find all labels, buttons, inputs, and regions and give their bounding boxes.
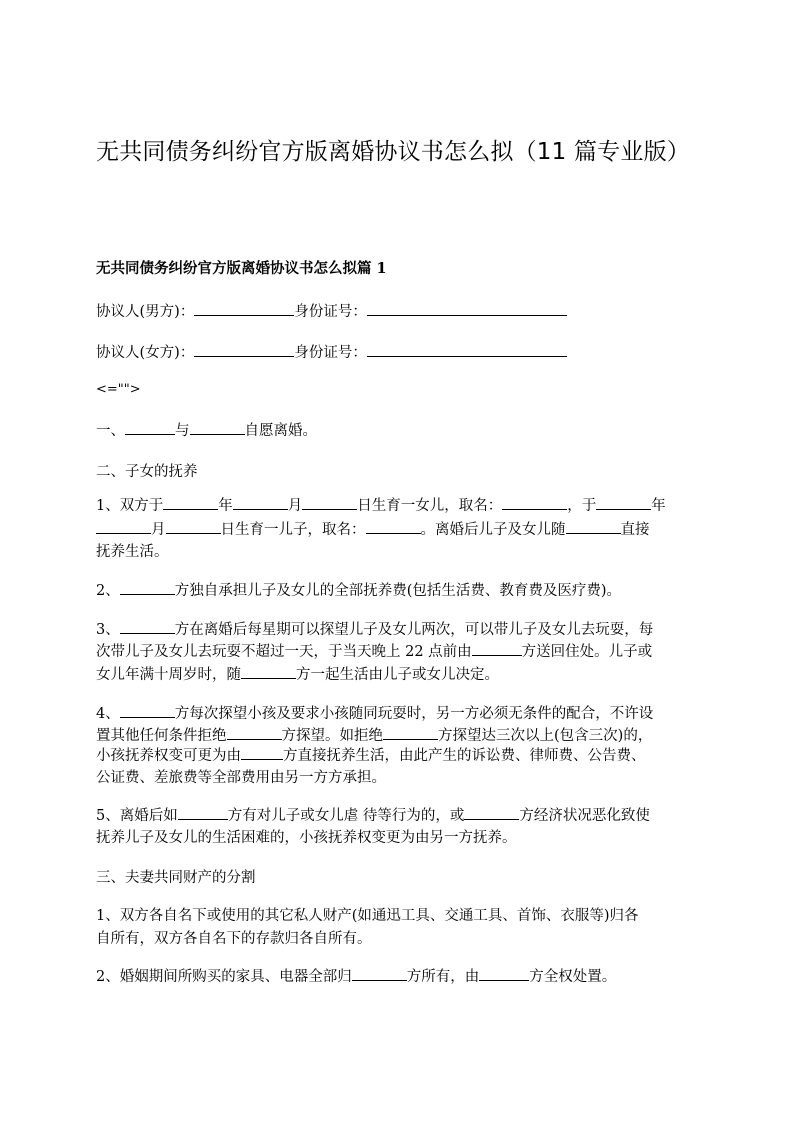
blank: [241, 745, 283, 760]
clause-text: 置其他任何条件拒绝: [96, 728, 227, 744]
page-title: 无共同债务纠纷官方版离婚协议书怎么拟（11 篇专业版）: [96, 139, 690, 165]
party-female-id-blank: [367, 342, 567, 357]
placeholder-tag: <="">: [96, 382, 141, 397]
party-female-name-blank: [194, 342, 294, 357]
blank: [383, 725, 438, 740]
clause-text: 年: [651, 498, 666, 514]
blank: [190, 420, 245, 435]
clause-text: 方独自承担儿子及女儿的全部抚养费(包括生活费、教育费及医疗费)。: [174, 583, 622, 599]
blank: [227, 725, 282, 740]
blank: [120, 703, 175, 718]
clause-text: 1、双方于: [96, 498, 164, 514]
blank: [352, 966, 407, 981]
blank: [464, 805, 519, 820]
child-clause-2: [96, 580, 711, 602]
blank: [366, 519, 421, 534]
blank: [125, 420, 175, 435]
clause-text: 方在离婚后每星期可以探望儿子及女儿两次，可以带儿子及女儿去玩耍，每: [174, 622, 654, 638]
blank: [96, 519, 151, 534]
child-clause-3-line-1: [96, 619, 711, 641]
clause-text: 方送回住处。儿子或: [521, 644, 653, 660]
id-label: 身份证号：: [294, 304, 367, 320]
child-clause-4-line-1: [96, 703, 711, 725]
party-male-label: 协议人(男方)：: [96, 304, 195, 320]
property-clause-1-line-2: 自所有，双方各自名下的存款归各自所有。: [96, 931, 372, 947]
blank: [472, 641, 522, 656]
blank: [178, 805, 228, 820]
blank: [166, 519, 221, 534]
clause-text: 月: [287, 498, 303, 514]
clause-text: 方一起生活由儿子或女儿决定。: [296, 667, 499, 683]
clause-prefix: 一、: [96, 423, 125, 439]
blank: [233, 495, 288, 510]
clause-text: 自愿离婚。: [244, 423, 317, 439]
clause-text: 方探望达三次以上(包含三次)的，: [438, 728, 653, 744]
clause-text: 直接: [620, 522, 650, 538]
clause-text: ，于: [567, 498, 597, 514]
clause-text: 年: [218, 498, 233, 514]
blank: [596, 495, 651, 510]
party-male-line: [96, 301, 711, 323]
child-clause-3-line-2: [96, 641, 711, 663]
blank: [120, 580, 175, 595]
clause-text: 2、: [96, 583, 120, 599]
clause-text: 月: [151, 522, 166, 538]
clause-text: 方探望。如拒绝: [281, 728, 383, 744]
blank: [566, 519, 621, 534]
blank: [479, 966, 529, 981]
clause-text: 3、: [96, 622, 120, 638]
blank: [302, 495, 357, 510]
blank: [163, 495, 218, 510]
child-clause-5-line-1: [96, 805, 711, 827]
child-clause-1-line-2: [96, 519, 711, 541]
clause-text: 次带儿子及女儿去玩耍不超过一天，于当天晚上 22 点前由: [96, 644, 472, 660]
party-female-line: [96, 342, 711, 364]
clause-1: [96, 420, 711, 442]
blank: [120, 619, 175, 634]
child-clause-4-line-2: [96, 725, 711, 747]
child-clause-3-line-3: [96, 664, 711, 686]
clause-text: 5、离婚后如: [96, 808, 178, 824]
clause-text: 2、婚姻期间所购买的家具、电器全部归: [96, 969, 352, 985]
clause-text: 方所有，由: [406, 969, 480, 985]
clause-text: 方有对儿子或女儿虐 待等行为的，或: [227, 808, 465, 824]
clause-text: 小孩抚养权变可更为由: [96, 748, 241, 764]
child-clause-4-line-3: [96, 745, 711, 767]
clause-text: 女儿年满十周岁时，随: [96, 667, 241, 683]
clause-text: 日生育一儿子，取名：: [220, 522, 366, 538]
child-clause-1-line-1: [96, 495, 711, 517]
clause-text: 与: [175, 423, 190, 439]
section-3-heading: 三、夫妻共同财产的分割: [96, 870, 256, 886]
party-male-name-blank: [194, 301, 294, 316]
party-male-id-blank: [367, 301, 567, 316]
property-clause-2: [96, 966, 711, 988]
clause-text: 方经济状况恶化致使: [519, 808, 650, 824]
section-2-heading: 二、子女的抚养: [96, 464, 198, 480]
clause-text: 方全权处置。: [529, 969, 617, 985]
clause-text: 日生育一女儿，取名：: [357, 498, 503, 514]
clause-text: 4、: [96, 706, 120, 722]
id-label: 身份证号：: [294, 345, 367, 361]
clause-text: 方直接抚养生活，由此产生的诉讼费、律师费、公告费、: [283, 748, 646, 764]
child-clause-1-line-3: 抚养生活。: [96, 544, 169, 560]
blank: [241, 664, 296, 679]
child-clause-5-line-2: 抚养儿子及女儿的生活困难的，小孩抚养权变更为由另一方抚养。: [96, 830, 517, 846]
clause-text: 方每次探望小孩及要求小孩随同玩耍时，另一方必须无条件的配合，不许设: [174, 706, 654, 722]
section-heading: 无共同债务纠纷官方版离婚协议书怎么拟篇 1: [96, 260, 387, 277]
clause-text: 。离婚后儿子及女儿随: [420, 522, 566, 538]
child-clause-4-line-4: 公证费、差旅费等全部费用由另一方方承担。: [96, 770, 386, 786]
blank: [502, 495, 567, 510]
party-female-label: 协议人(女方)：: [96, 345, 195, 361]
property-clause-1-line-1: 1、双方各自名下或使用的其它私人财产(如通迅工具、交通工具、首饰、衣服等)归各: [96, 908, 639, 924]
